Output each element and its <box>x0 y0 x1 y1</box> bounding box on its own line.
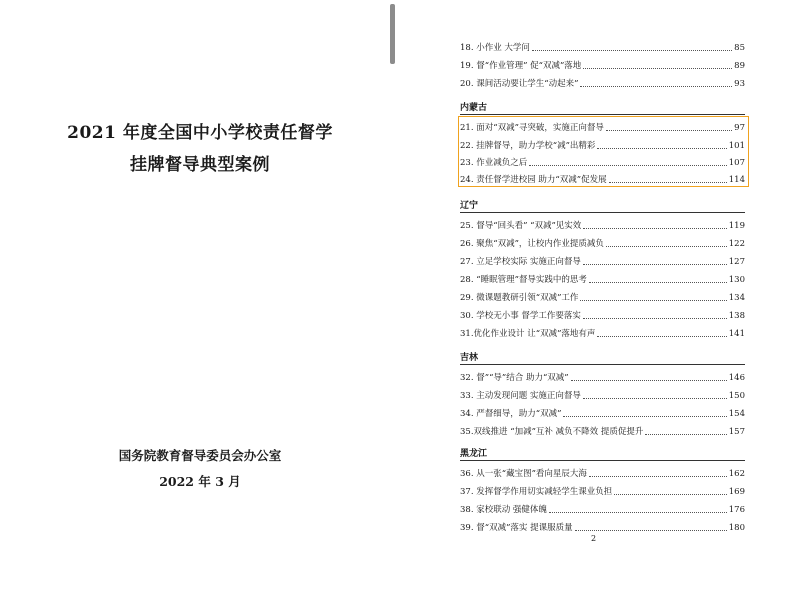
toc-entry-title: 26. 聚焦“双减”，让校内作业提质减负 <box>460 239 604 249</box>
toc-entry-title: 34. 严督细导，助力“双减” <box>460 409 562 419</box>
toc-entry-page: 141 <box>728 329 745 339</box>
toc-entry-title: 21. 面对“双减”寻突破，实施正向督导 <box>460 123 604 133</box>
toc-entry-page: 176 <box>728 505 745 515</box>
toc-leader-dots <box>614 494 727 495</box>
toc-entry-title: 23. 作业减负之后 <box>460 158 528 168</box>
toc-entry-title: 19. 督“作业管理” 促“双减”落地 <box>460 61 582 71</box>
toc-leader-dots <box>606 246 727 247</box>
section-divider <box>460 114 745 115</box>
toc-leader-dots <box>580 86 732 87</box>
toc-entry-page: 157 <box>728 427 745 437</box>
toc-entry-page: 154 <box>728 409 745 419</box>
page-number: 2 <box>591 534 597 543</box>
selection-highlight-box <box>458 116 749 187</box>
toc-leader-dots <box>571 380 727 381</box>
toc-entry-title: 18. 小作业 大学问 <box>460 43 530 53</box>
toc-entry-page: 119 <box>728 221 745 231</box>
toc-entry[interactable] <box>460 306 745 322</box>
toc-entry-title: 25. 督导“回头看” “双减”见实效 <box>460 221 582 231</box>
cover-title-line1: 2021 年度全国中小学校责任督学 <box>67 123 333 143</box>
section-divider <box>460 212 745 213</box>
toc-entry-title: 27. 立足学校实际 实施正向督导 <box>460 257 581 267</box>
toc-entry-page: 114 <box>728 175 745 185</box>
toc-entry-page: 97 <box>734 123 745 133</box>
toc-entry[interactable] <box>460 38 745 54</box>
toc-page <box>405 0 800 600</box>
toc-leader-dots <box>532 50 732 51</box>
toc-entry-page: 89 <box>734 61 745 71</box>
toc-leader-dots <box>580 300 726 301</box>
toc-leader-dots <box>597 336 726 337</box>
toc-leader-dots <box>583 228 726 229</box>
toc-entry-title: 30. 学校无小事 督学工作要落实 <box>460 311 581 321</box>
toc-section-heading: 辽宁 <box>460 201 479 211</box>
toc-entry[interactable] <box>460 404 745 420</box>
toc-entry[interactable] <box>460 500 745 516</box>
toc-entry-title: 22. 挂牌督导，助力学校“减”出精彩 <box>460 141 596 151</box>
cover-page <box>0 0 395 600</box>
toc-entry-page: 130 <box>728 275 745 285</box>
toc-entry[interactable] <box>460 464 745 480</box>
toc-entry-title: 39. 督“双减”落实 提课服质量 <box>460 523 573 533</box>
toc-leader-dots <box>583 68 732 69</box>
toc-leader-dots <box>589 476 727 477</box>
toc-entry[interactable] <box>460 252 745 268</box>
toc-entry-page: 150 <box>728 391 745 401</box>
section-divider <box>460 460 745 461</box>
toc-entry[interactable] <box>460 74 745 90</box>
cover-date: 2022 年 3 月 <box>159 474 241 489</box>
toc-entry-title: 37. 发挥督学作用切实减轻学生课业负担 <box>460 487 613 497</box>
toc-entry[interactable] <box>460 368 745 384</box>
toc-leader-dots <box>645 434 726 435</box>
toc-entry-page: 107 <box>728 158 745 168</box>
section-divider <box>460 364 745 365</box>
cover-title-line2: 挂牌督导典型案例 <box>130 155 270 175</box>
toc-entry[interactable] <box>460 386 745 402</box>
toc-entry-page: 101 <box>728 141 745 151</box>
toc-entry[interactable] <box>460 518 745 534</box>
toc-leader-dots <box>549 512 727 513</box>
cover-organization: 国务院教育督导委员会办公室 <box>118 448 282 463</box>
toc-entry-page: 138 <box>728 311 745 321</box>
toc-entry-page: 122 <box>728 239 745 249</box>
toc-entry-title: 36. 从一张“藏宝图”看向星辰大海 <box>460 469 587 479</box>
toc-entry-title: 29. 微课题教研引领“双减”工作 <box>460 293 579 303</box>
toc-entry[interactable] <box>460 234 745 250</box>
toc-entry[interactable] <box>460 482 745 498</box>
toc-entry-title: 31.优化作业设计 让“双减”落地有声 <box>460 329 596 339</box>
toc-leader-dots <box>589 282 727 283</box>
toc-entry[interactable] <box>460 270 745 286</box>
toc-entry-page: 180 <box>728 523 745 533</box>
toc-entry-title: 32. 督”“导”结合 助力“双减” <box>460 373 569 383</box>
toc-entry-page: 93 <box>734 79 745 89</box>
toc-entry-page: 169 <box>728 487 745 497</box>
toc-entry[interactable] <box>460 216 745 232</box>
toc-entry-page: 146 <box>728 373 745 383</box>
toc-entry-page: 127 <box>728 257 745 267</box>
toc-entry-title: 38. 家校联动 强健体魄 <box>460 505 547 515</box>
toc-entry-title: 35.双线推进 “加减”互补 减负不降效 提质促提升 <box>460 427 644 437</box>
toc-entry-title: 20. 课间活动要让学生“动起来” <box>460 79 579 89</box>
toc-entry-page: 134 <box>728 293 745 303</box>
toc-leader-dots <box>583 264 727 265</box>
toc-entry[interactable] <box>460 288 745 304</box>
toc-entry-title: 24. 责任督学进校园 助力“双减”促发展 <box>460 175 607 185</box>
toc-leader-dots <box>563 416 726 417</box>
toc-leader-dots <box>575 530 727 531</box>
toc-entry-page: 162 <box>728 469 745 479</box>
toc-entry-page: 85 <box>734 43 745 53</box>
toc-section-heading: 吉林 <box>460 353 479 363</box>
toc-entry[interactable] <box>460 324 745 340</box>
toc-entry[interactable] <box>460 56 745 72</box>
toc-entry[interactable] <box>460 422 745 438</box>
toc-entry-title: 28. “睡眠管理”督导实践中的思考 <box>460 275 587 285</box>
toc-section-heading: 内蒙古 <box>460 103 488 113</box>
toc-section-heading: 黑龙江 <box>460 449 488 459</box>
toc-entry-title: 33. 主动发现问题 实施正向督导 <box>460 391 581 401</box>
toc-leader-dots <box>583 398 727 399</box>
toc-leader-dots <box>583 318 727 319</box>
